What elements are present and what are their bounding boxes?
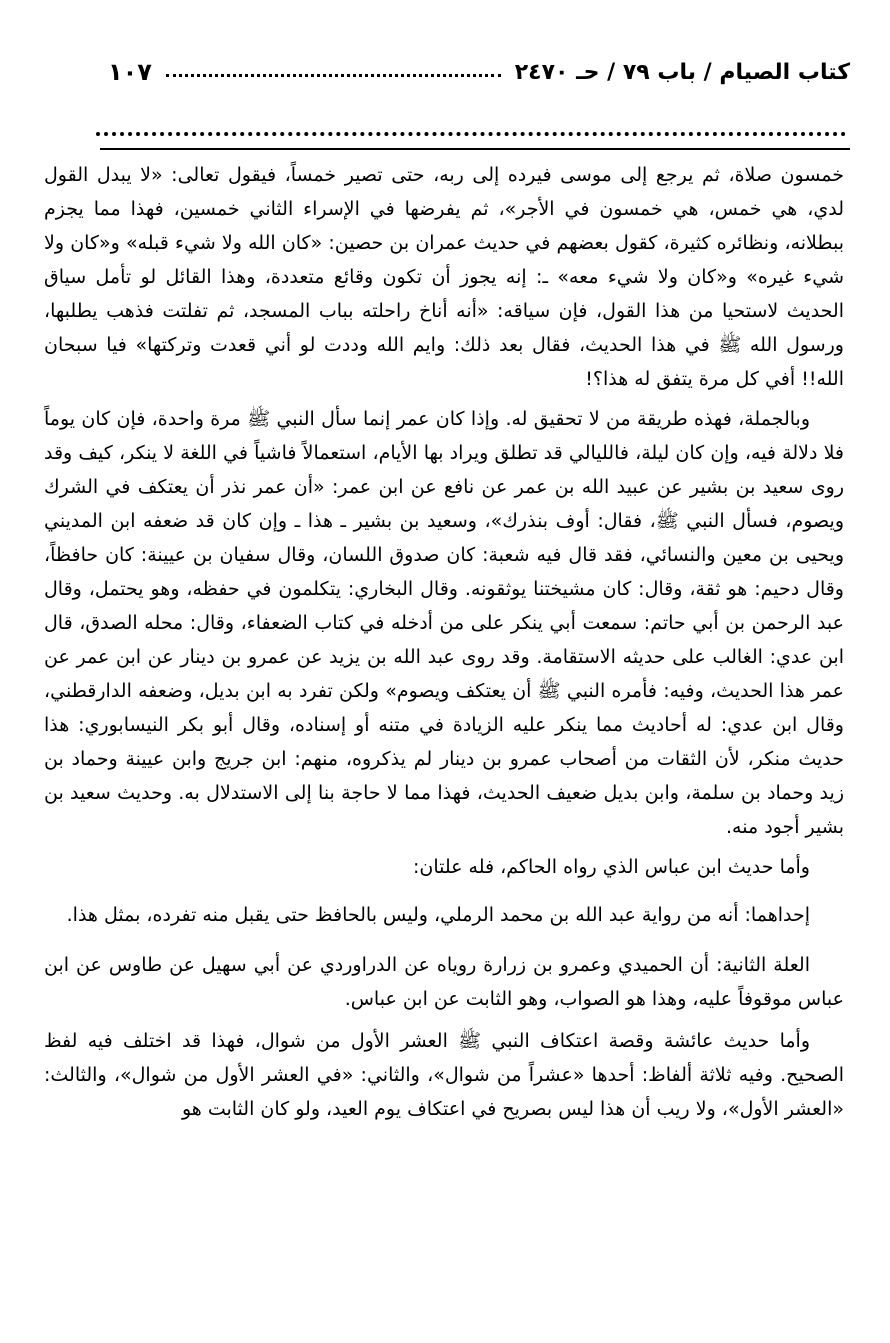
dotted-leader	[166, 74, 501, 77]
header-rule	[100, 148, 850, 150]
paragraph-1: خمسون صلاة، ثم يرجع إلى موسى فيرده إلى ربه، حتى تصير خمساً، فيقول تعالى: «لا يبدل القول لدي، هي خمس، هي خمسون في الأجر»، ثم يفرضها في الإسراء الثاني خمسين، فهذا مما يجزم ببطلانه، ونظائره كثيرة، كقول بعضهم في حديث عمران بن حصين: «كان الله ولا شيء قبله» و«كان ولا شيء غيره» و«كان ولا شيء معه» ـ: إنه يجوز أن تكون وقائع متعددة، وهذا القائل لو تأمل سياق الحديث لاستحيا من هذا القول، فإن سياقه: «أنه أناخ راحلته بباب المسجد، ثم تفلتت فذهب يطلبها، ورسول الله ﷺ في هذا الحديث، فقال بعد ذلك: وايم الله وددت لو أني قعدت وتركتها» فيا سبحان الله!! أفي كل مرة يتفق له هذا؟!	[44, 164, 844, 390]
paragraph-4: إحداهما: أنه من رواية عبد الله بن محمد الرملي، وليس بالحافظ حتى يقبل منه تفرده، بمثل هذا.	[66, 904, 810, 926]
paragraph-3: وأما حديث ابن عباس الذي رواه الحاكم، فله علتان:	[413, 856, 810, 878]
paragraph-2: وبالجملة، فهذه طريقة من لا تحقيق له. وإذا كان عمر إنما سأل النبي ﷺ مرة واحدة، فإن كان يوماً فلا دلالة فيه، وإن كان ليلة، فالليالي قد تطلق ويراد بها الأيام، استعمالاً فاشياً في اللغة لا ينكر، كيف وقد روى سعيد بن بشير عن عبيد الله بن عمر عن نافع عن ابن عمر: «أن عمر نذر أن يعتكف في الشرك ويصوم، فسأل النبي ﷺ، فقال: أوف بنذرك»، وسعيد بن بشير ـ هذا ـ وإن كان قد ضعفه ابن المديني ويحيى بن معين والنسائي، فقد قال فيه شعبة: كان صدوق اللسان، وقال سفيان بن عيينة: كان حافظاً، وقال دحيم: هو ثقة، وقال: كان مشيختنا يوثقونه. وقال البخاري: يتكلمون في حفظه، وهو يحتمل، وقال عبد الرحمن بن أبي حاتم: سمعت أبي ينكر على من أدخله في كتاب الضعفاء، وقال: محله الصدق، قال ابن عدي: الغالب على حديثه الاستقامة. وقد روى عبد الله بن يزيد عن عمرو بن دينار عن ابن عمر عن عمر هذا الحديث، وفيه: فأمره النبي ﷺ أن يعتكف ويصوم» ولكن تفرد به ابن بديل، وضعفه الدارقطني، وقال ابن عدي: له أحاديث مما ينكر عليه الزيادة في متنه أو إسناده، وقال أبو بكر النيسابوري: هذا حديث منكر، لأن الثقات من أصحاب عمرو بن دينار لم يذكروه، منهم: ابن جريج وابن عيينة وحماد بن زيد وحماد بن سلمة، وابن بديل ضعيف الحديث، فهذا مما لا حاجة بنا إلى الاستدلال به. وحديث سعيد بن بشير أجود منه.	[44, 408, 844, 838]
running-header	[108, 52, 850, 92]
decorative-dot-row	[96, 124, 846, 136]
header-title: كتاب الصيام / باب ٧٩ / حـ ٢٤٧٠	[514, 59, 850, 85]
page-number: ١٠٧	[108, 58, 152, 86]
paragraph-5: العلة الثانية: أن الحميدي وعمرو بن زرارة روياه عن الدراوردي عن أبي سهيل عن طاوس عن ابن عباس موقوفاً عليه، وهذا هو الصواب، وهو الثابت عن ابن عباس.	[44, 954, 844, 1010]
page-body	[44, 158, 844, 1134]
paragraph-6: وأما حديث عائشة وقصة اعتكاف النبي ﷺ العشر الأول من شوال، فهذا قد اختلف فيه لفظ الصحيح. وفيه ثلاثة ألفاظ: أحدها «عشراً من شوال»، والثاني: «في العشر الأول من شوال»، والثالث: «العشر الأول»، ولا ريب أن هذا ليس بصريح في اعتكاف يوم العيد، ولو كان الثابت هو	[44, 1030, 844, 1120]
